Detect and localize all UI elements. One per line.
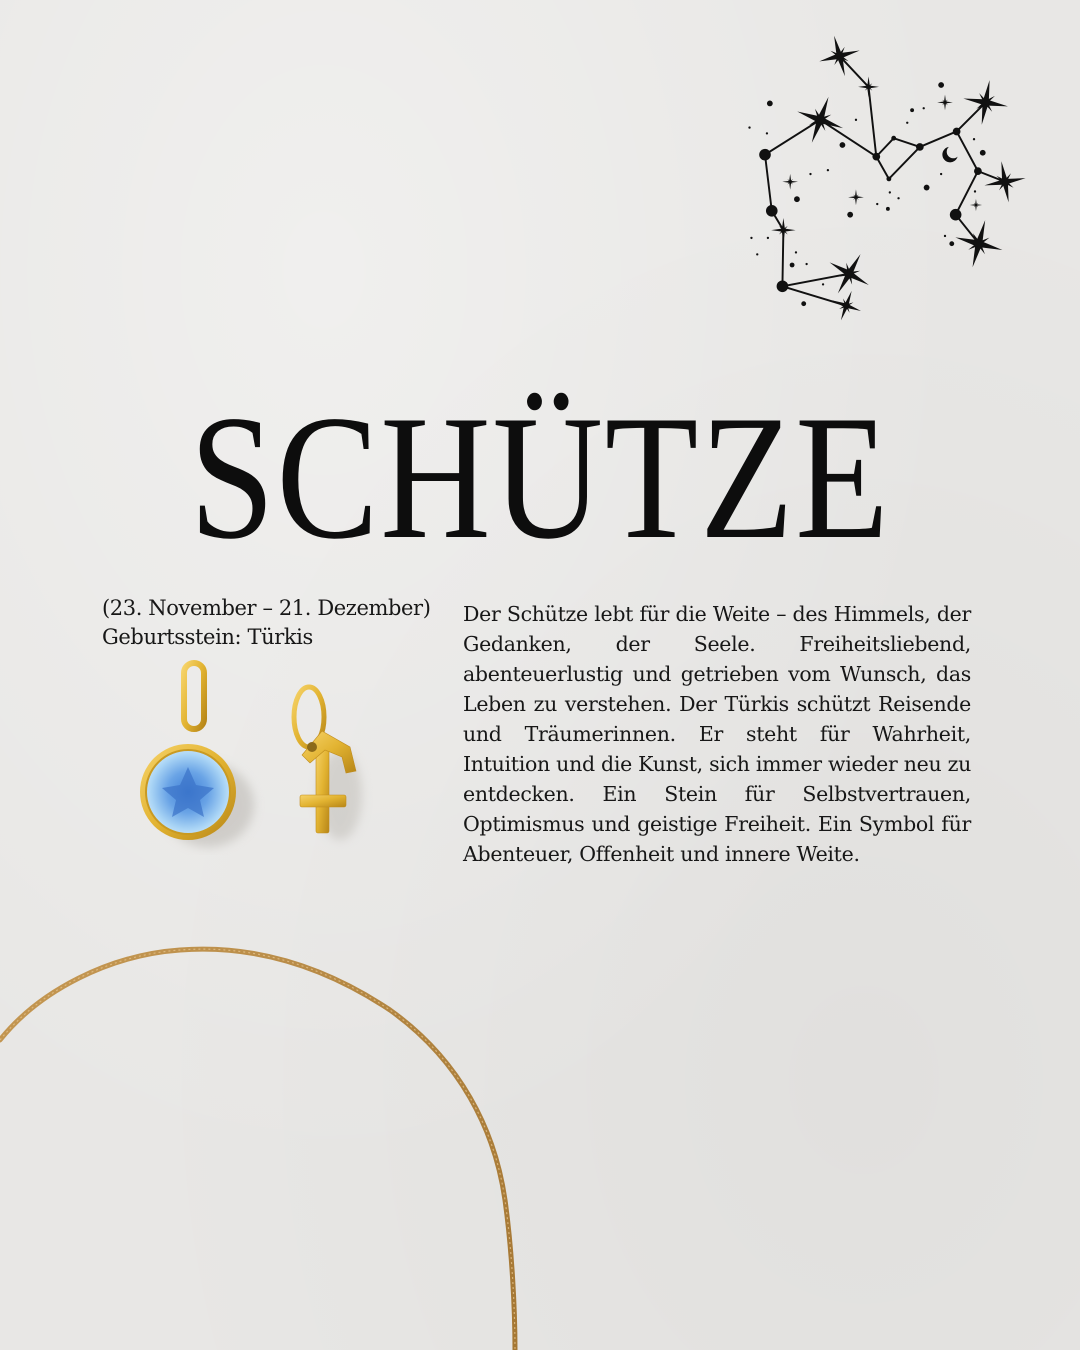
sign-description: Der Schütze lebt für die Weite – des Himmels, der Gedanken, der Seele. Freiheitsliebend, abenteuerlustig und getrieben vom Wunsch, das Leben zu verstehen. Der Türkis schützt Reisende und Träumerinnen. Er steht für Wahrheit, Intuition und die Kunst, sich immer wieder neu zu entdecken. Ein Stein für Selbstvertrauen, Optimismus und geistige Freiheit. Ein Symbol für Abenteuer, Offenheit und innere Weite. <box>463 602 971 866</box>
birthstone-label: Geburtsstein: Türkis <box>102 625 313 649</box>
sign-meta <box>102 594 431 652</box>
date-range: (23. November – 21. Dezember) <box>102 596 431 620</box>
page-title: SCHÜTZE <box>189 378 891 576</box>
charms-image <box>130 655 380 855</box>
sagittarius-constellation-icon <box>730 25 1040 325</box>
gold-snake-chain <box>0 930 560 1350</box>
turquoise-birthstone-charm <box>140 663 236 840</box>
